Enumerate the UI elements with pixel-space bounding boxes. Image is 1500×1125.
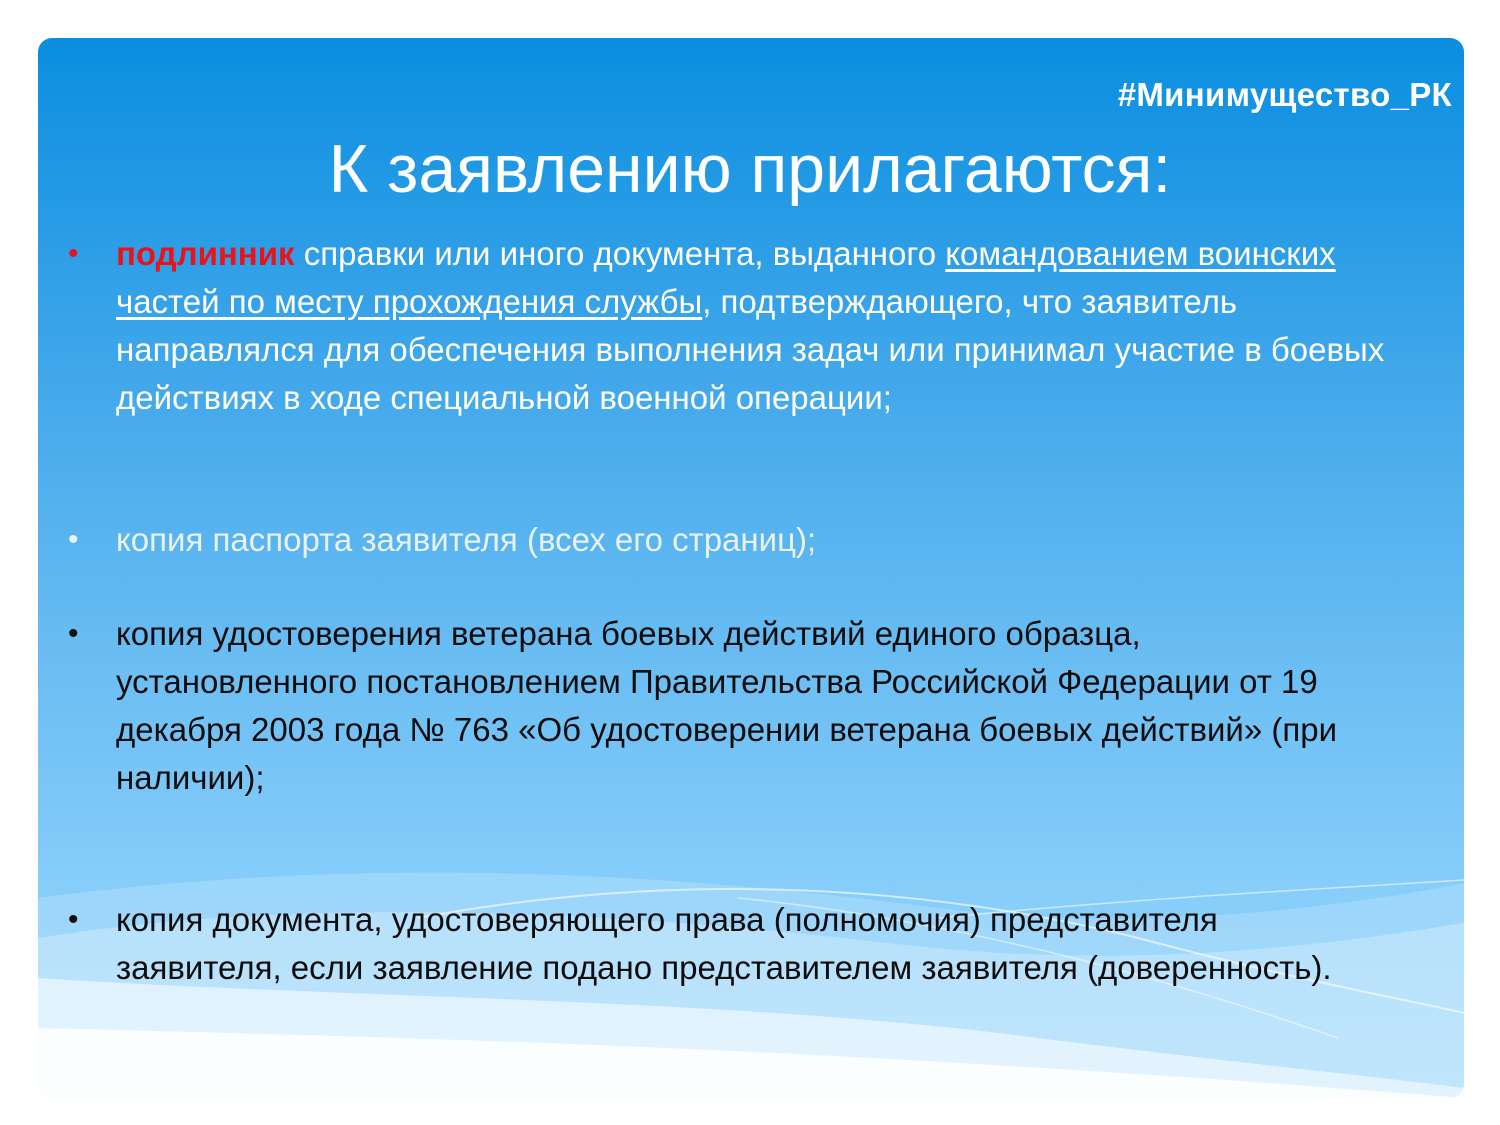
slide-title: К заявлению прилагаются: xyxy=(328,131,1172,207)
list-item-veteran-certificate xyxy=(68,610,1376,802)
list-item-passport-copy xyxy=(68,516,1416,564)
underlined-text: командованием воинских частей по месту прохождения службы xyxy=(116,235,1336,320)
bullet-icon: • xyxy=(68,237,79,270)
item-text: копия удостоверения ветерана боевых действий единого образца, установленного постановлением Правительства Российской Федерации от 19 декабря 2003 года № 763 «Об удостоверении ветерана боевых действий» (при наличии); xyxy=(116,615,1338,796)
bullet-icon: • xyxy=(68,523,79,556)
item-text: , подтверждающего, что заявитель направлялся для обеспечения выполнения задач или принимал участие в боевых действиях в ходе специальной военной операции; xyxy=(116,283,1385,416)
item-text: копия документа, удостоверяющего права (полномочия) представителя заявителя, если заявление подано представителем заявителя (доверенность). xyxy=(116,901,1332,986)
item-text: справки или иного документа, выданного xyxy=(294,235,946,272)
emphasis-original: подлинник xyxy=(116,235,295,272)
bullet-icon: • xyxy=(68,903,79,936)
list-item-representative-document xyxy=(68,896,1376,992)
list-item-original-certificate xyxy=(68,230,1416,422)
bullet-icon: • xyxy=(68,617,79,650)
item-text: копия паспорта заявителя (всех его страниц); xyxy=(116,521,817,558)
hashtag-label: #Минимущество_РК xyxy=(1117,76,1452,113)
